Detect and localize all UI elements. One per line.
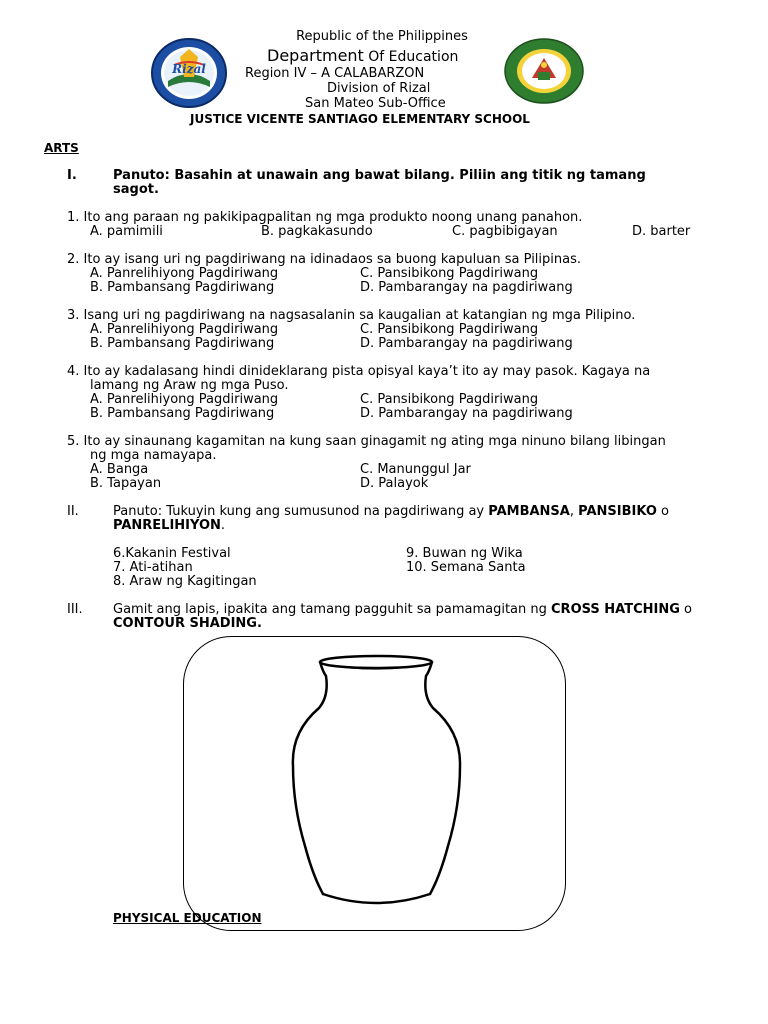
logo-rizal-text: Rizal <box>172 62 206 76</box>
header-division: Division of Rizal <box>327 81 431 96</box>
header-department-word: Department <box>267 46 364 65</box>
question-2-choice-c: C. Pansibikong Pagdiriwang <box>360 266 539 281</box>
question-3-choice-c: C. Pansibikong Pagdiriwang <box>360 322 539 337</box>
header-department <box>267 47 458 66</box>
question-4-choice-c: C. Pansibikong Pagdiriwang <box>360 392 539 407</box>
part2-item-6: 6.Kakanin Festival <box>113 546 231 561</box>
part3-instruction-line2: CONTOUR SHADING. <box>113 616 262 631</box>
question-1-choice-d: D. barter <box>632 224 691 239</box>
part2-instruction-line1 <box>113 505 669 519</box>
part2-line1-pre: Panuto: Tukuyin kung ang sumusunod na pagdiriwang ay <box>113 504 489 519</box>
part3-line1-pre: Gamit ang lapis, ipakita ang tamang pagguhit sa pamamagitan ng <box>113 602 552 617</box>
question-3-text: 3. Isang uri ng pagdiriwang na nagsasalanin sa kaugalian at katangian ng mga Pilipino. <box>67 308 636 323</box>
part2-line1-pansibiko: PANSIBIKO <box>578 504 657 519</box>
part3-line1-post: o <box>679 602 692 617</box>
question-4-text-line1: 4. Ito ay kadalasang hindi dinideklarang pista opisyal kaya’t ito ay may pasok. Kagaya na <box>67 364 651 379</box>
question-3-choice-d: D. Pambarangay na pagdiriwang <box>360 336 573 351</box>
header-school-name: JUSTICE VICENTE SANTIAGO ELEMENTARY SCHOOL <box>190 112 530 126</box>
question-2-text: 2. Ito ay isang uri ng pagdiriwang na idinadaos sa buong kapuluan sa Pilipinas. <box>67 252 582 267</box>
vase-outline-drawing <box>183 636 566 931</box>
question-1-choice-a: A. pamimili <box>90 224 163 239</box>
part1-instruction-line2: sagot. <box>113 182 159 197</box>
question-4-choice-a: A. Panrelihiyong Pagdiriwang <box>90 392 279 407</box>
part2-line2-post: . <box>220 518 226 533</box>
part1-instruction-line1: Panuto: Basahin at unawain ang bawat bilang. Piliin ang titik ng tamang <box>113 168 646 183</box>
part2-line1-mid: , <box>569 504 579 519</box>
part2-line1-pambansa: PAMBANSA <box>488 504 570 519</box>
question-4-choice-b: B. Pambansang Pagdiriwang <box>90 406 275 421</box>
question-2-choice-a: A. Panrelihiyong Pagdiriwang <box>90 266 279 281</box>
part2-item-7: 7. Ati-atihan <box>113 560 193 575</box>
question-4-choice-d: D. Pambarangay na pagdiriwang <box>360 406 573 421</box>
part3-line1-cross-hatching: CROSS HATCHING <box>551 602 680 617</box>
part1-numeral: I. <box>67 168 77 183</box>
deped-rizal-seal-logo <box>150 37 228 109</box>
question-2-choice-d: D. Pambarangay na pagdiriwang <box>360 280 573 295</box>
arts-section-title: ARTS <box>44 141 79 155</box>
part2-numeral: II. <box>67 504 79 519</box>
question-5-choice-d: D. Palayok <box>360 476 429 491</box>
header-republic: Republic of the Philippines <box>296 29 468 44</box>
question-1-text: 1. Ito ang paraan ng pakikipagpalitan ng mga produkto noong unang panahon. <box>67 210 583 225</box>
question-4-text-line2: lamang ng Araw ng mga Puso. <box>90 378 289 393</box>
part2-item-10: 10. Semana Santa <box>406 560 526 575</box>
question-5-choice-c: C. Manunggul Jar <box>360 462 471 477</box>
school-seal-logo <box>504 38 584 104</box>
part3-instruction-line1 <box>113 603 692 617</box>
part3-numeral: III. <box>67 602 83 617</box>
question-3-choice-a: A. Panrelihiyong Pagdiriwang <box>90 322 279 337</box>
part2-item-8: 8. Araw ng Kagitingan <box>113 574 257 589</box>
pe-section-title: PHYSICAL EDUCATION <box>113 911 262 925</box>
header-suboffice: San Mateo Sub-Office <box>305 96 446 111</box>
question-1-choice-c: C. pagbibigayan <box>452 224 558 239</box>
question-2-choice-b: B. Pambansang Pagdiriwang <box>90 280 275 295</box>
header-department-of-education: Of Education <box>363 49 459 65</box>
question-1-choice-b: B. pagkakasundo <box>261 224 373 239</box>
question-3-choice-b: B. Pambansang Pagdiriwang <box>90 336 275 351</box>
question-5-text-line1: 5. Ito ay sinaunang kagamitan na kung saan ginagamit ng ating mga ninuno bilang libingan <box>67 434 666 449</box>
part2-line2-panrelihiyon: PANRELIHIYON <box>113 518 221 533</box>
question-5-text-line2: ng mga namayapa. <box>90 448 217 463</box>
part2-item-9: 9. Buwan ng Wika <box>406 546 523 561</box>
part2-line1-post: o <box>656 504 669 519</box>
question-5-choice-a: A. Banga <box>90 462 149 477</box>
question-5-choice-b: B. Tapayan <box>90 476 162 491</box>
header-region: Region IV – A CALABARZON <box>245 66 425 81</box>
part2-instruction-line2 <box>113 519 225 533</box>
